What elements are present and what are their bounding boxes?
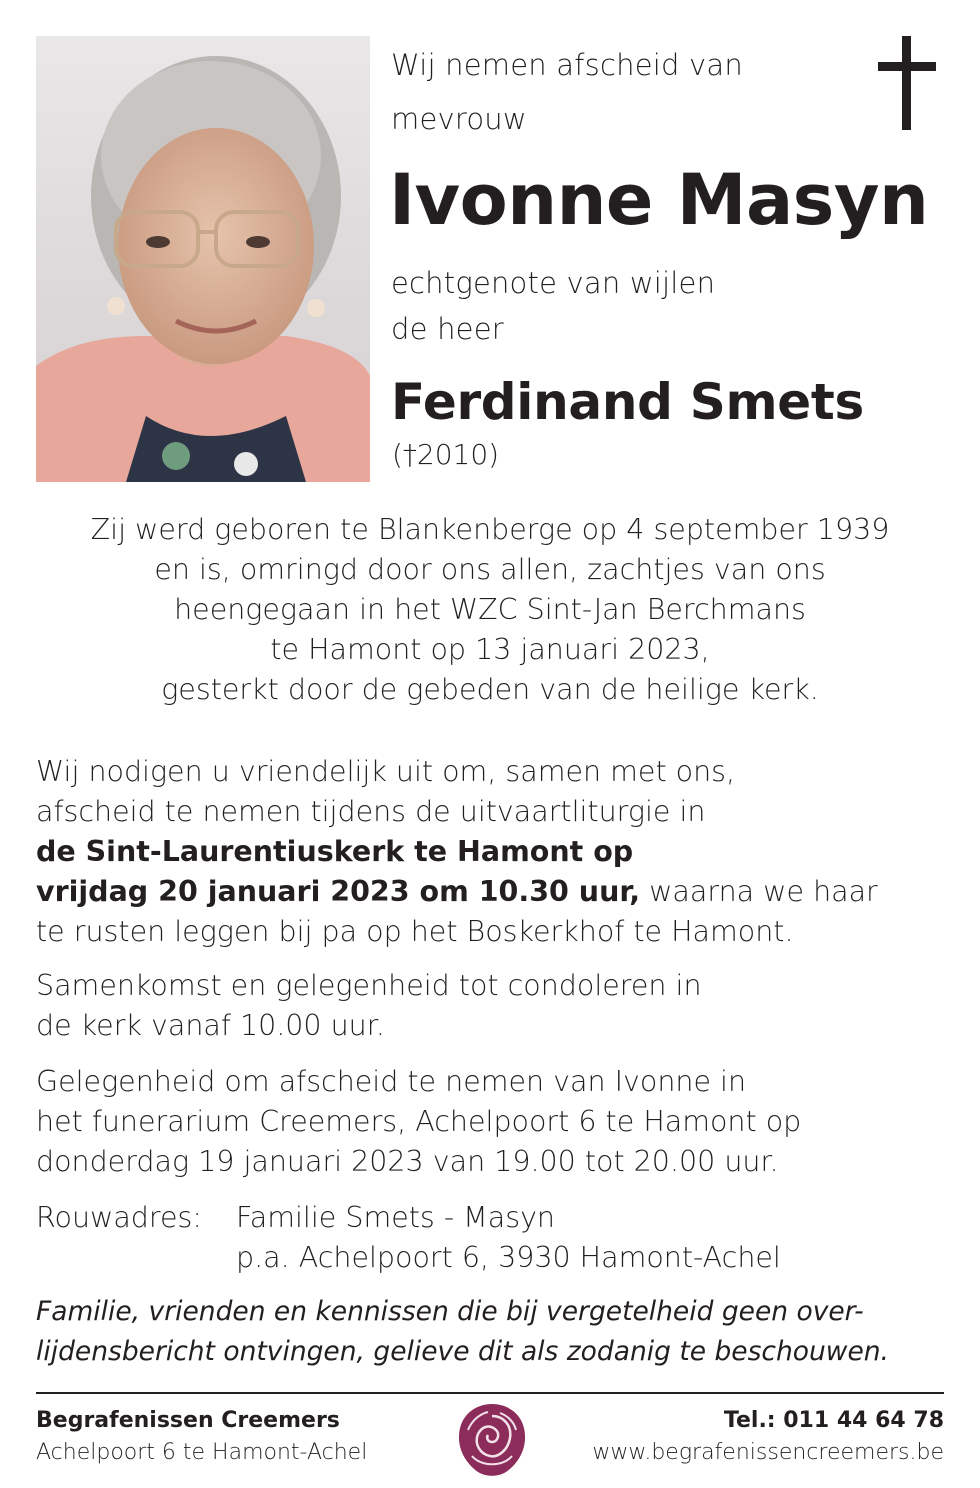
funeral-company-website[interactable]: www.begrafenissencreemers.be xyxy=(592,1440,944,1465)
life-summary-line: te Hamont op 13 januari 2023, xyxy=(270,633,710,666)
mourning-address xyxy=(36,1198,956,1278)
farewell-info xyxy=(36,1062,956,1182)
footer-divider xyxy=(36,1392,944,1394)
invitation-church: de Sint-Laurentiuskerk te Hamont op xyxy=(36,835,634,868)
mourning-address-line: p.a. Achelpoort 6, 3930 Hamont-Achel xyxy=(236,1241,781,1274)
invitation-line: Wij nodigen u vriendelijk uit om, samen met ons, xyxy=(36,755,736,788)
invitation-datetime: vrijdag 20 januari 2023 om 10.30 uur, xyxy=(36,875,641,908)
funeral-company-name: Begrafenissen Creemers xyxy=(36,1408,340,1433)
portrait-photo xyxy=(36,36,370,482)
deceased-name: Ivonne Masyn xyxy=(389,159,929,241)
condolence-info xyxy=(36,966,956,1046)
rose-logo-icon xyxy=(454,1400,530,1478)
funeral-company-phone: Tel.: 011 44 64 78 xyxy=(723,1408,944,1433)
mourning-address-label: Rouwadres: xyxy=(36,1201,202,1234)
farewell-line: donderdag 19 januari 2023 van 19.00 tot 20.00 uur. xyxy=(36,1145,779,1178)
condolence-line: Samenkomst en gelegenheid tot condoleren in xyxy=(36,969,702,1002)
notice-note-line: Familie, vrienden en kennissen die bij vergetelheid geen over- xyxy=(36,1296,864,1327)
funeral-company-address: Achelpoort 6 te Hamont-Achel xyxy=(36,1440,368,1465)
life-summary-line: en is, omringd door ons allen, zachtjes van ons xyxy=(154,553,826,586)
life-summary-line: gesterkt door de gebeden van de heilige kerk. xyxy=(161,673,819,706)
invitation-line: te rusten leggen bij pa op het Boskerkhof te Hamont. xyxy=(36,915,794,948)
farewell-line: Gelegenheid om afscheid te nemen van Ivonne in xyxy=(36,1065,747,1098)
notice-note-line: lijdensbericht ontvingen, gelieve dit als zodanig te beschouwen. xyxy=(36,1336,889,1367)
mourning-address-line: Familie Smets - Masyn xyxy=(236,1201,555,1234)
funeral-invitation xyxy=(36,752,956,952)
intro-line-1: Wij nemen afscheid van xyxy=(391,48,743,82)
invitation-line: afscheid te nemen tijdens de uitvaartliturgie in xyxy=(36,795,706,828)
spouse-line-2: de heer xyxy=(391,312,504,346)
life-summary-line: heengegaan in het WZC Sint-Jan Berchmans xyxy=(174,593,806,626)
life-summary-line: Zij werd geboren te Blankenberge op 4 september 1939 xyxy=(90,513,890,546)
intro-line-2: mevrouw xyxy=(391,102,527,136)
life-summary xyxy=(0,510,980,710)
notice-note xyxy=(36,1292,946,1372)
condolence-line: de kerk vanaf 10.00 uur. xyxy=(36,1009,385,1042)
invitation-line: waarna we haar xyxy=(640,875,878,908)
spouse-line-1: echtgenote van wijlen xyxy=(391,266,716,300)
spouse-name: Ferdinand Smets xyxy=(391,373,864,431)
latin-cross-icon xyxy=(878,36,936,130)
farewell-line: het funerarium Creemers, Achelpoort 6 te Hamont op xyxy=(36,1105,802,1138)
spouse-death-year: (†2010) xyxy=(392,438,500,471)
